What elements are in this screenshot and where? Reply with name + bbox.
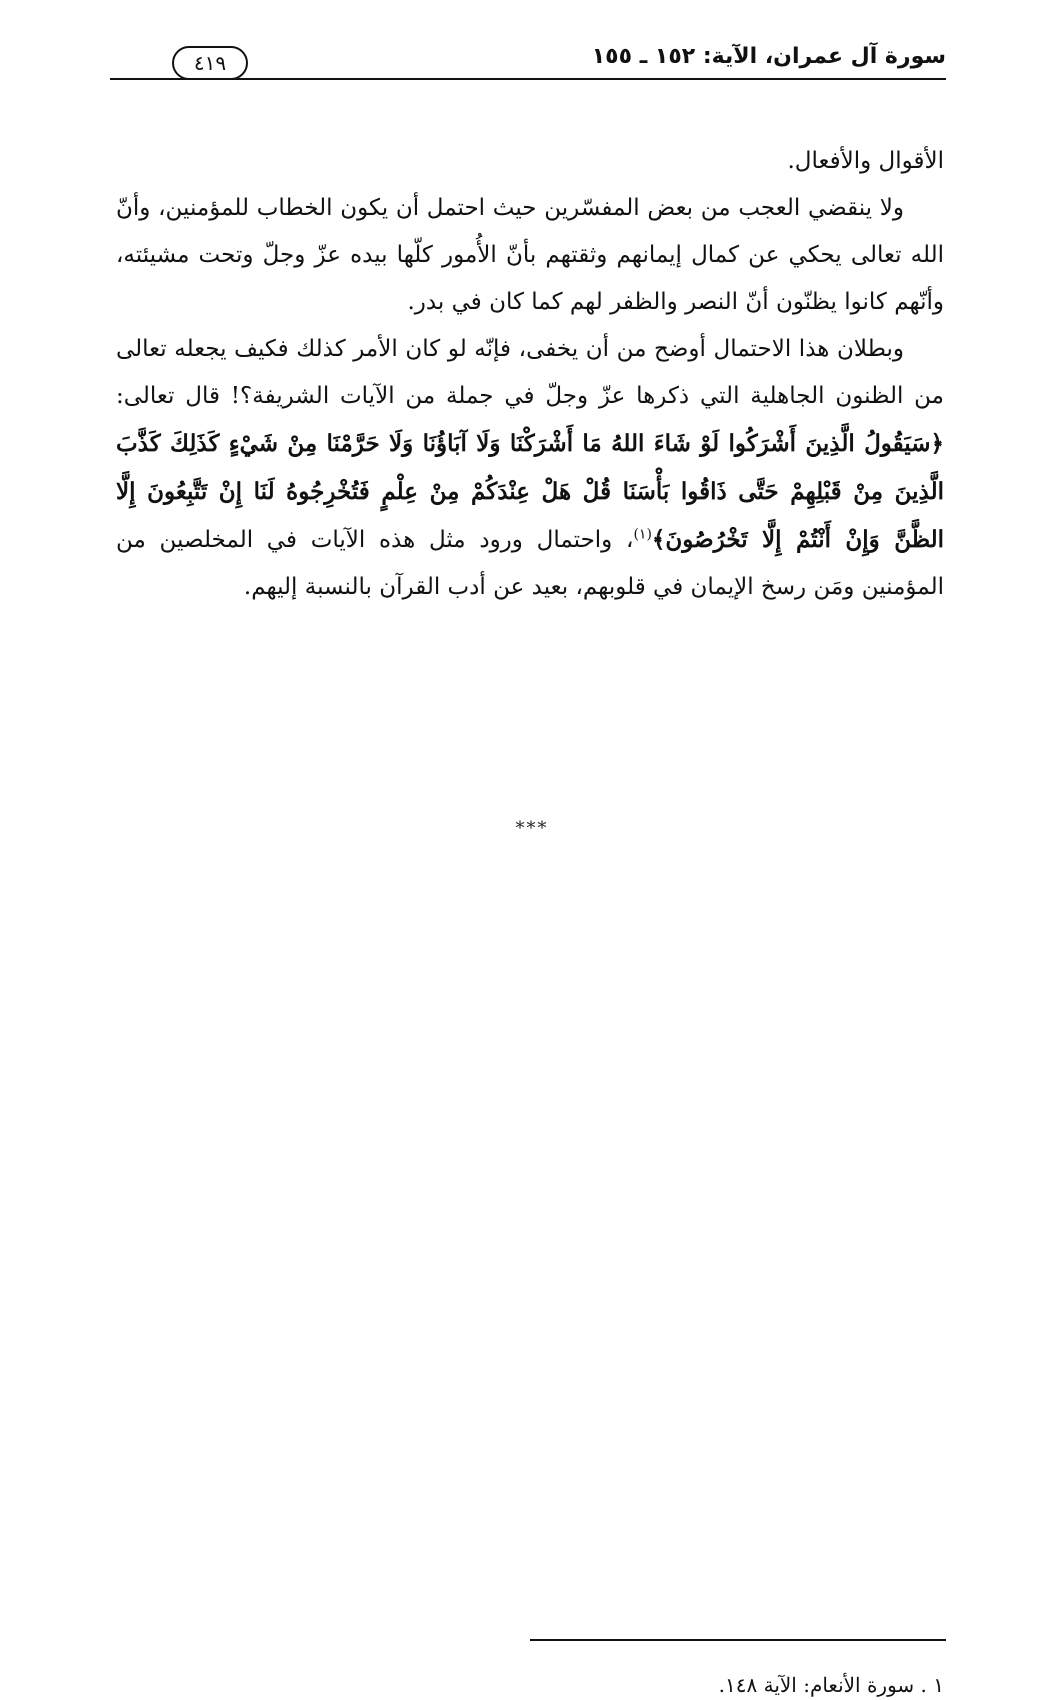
footnote-rule	[530, 1639, 946, 1641]
paragraph-3	[116, 326, 944, 611]
running-head: سورة آل عمران، الآية: ١٥٢ ـ ١٥٥	[591, 44, 946, 69]
section-separator: ***	[515, 818, 549, 839]
header-rule	[110, 78, 946, 80]
footnote: ١ . سورة الأنعام: الآية ١٤٨.	[718, 1673, 944, 1697]
paragraph-3-conclusion: ، واحتمال ورود مثل هذه الآيات في المخلصين من المؤمنين ومَن رسخ الإيمان في قلوبهم، بعيد عن أدب القرآن بالنسبة إليهم.	[116, 527, 944, 600]
footnote-reference[interactable]: (١)	[633, 526, 652, 543]
paragraph-2: ولا ينقضي العجب من بعض المفسّرين حيث احتمل أن يكون الخطاب للمؤمنين، وأنّ الله تعالى يحكي عن كمال إيمانهم وثقتهم بأنّ الأُمور كلّها بيده عزّ وجلّ وتحت مشيئته، وأنّهم كانوا يظنّون أنّ النصر والظفر لهم كما كان في بدر.	[116, 195, 944, 315]
main-text	[116, 138, 944, 611]
paragraph-1: الأقوال والأفعال.	[787, 148, 944, 174]
page-header	[110, 36, 946, 86]
quran-verse: ﴿سَيَقُولُ الَّذِينَ أَشْرَكُوا لَوْ شَاءَ اللهُ مَا أَشْرَكْنَا وَلَا آبَاؤُنَا وَلَا حَرَّمْنَا مِنْ شَيْءٍ كَذَلِكَ كَذَّبَ الَّذِينَ مِنْ قَبْلِهِمْ حَتَّى ذَاقُوا بَأْسَنَا قُلْ هَلْ عِنْدَكُمْ مِنْ عِلْمٍ فَتُخْرِجُوهُ لَنَا إِنْ تَتَّبِعُونَ إِلَّا الظَّنَّ وَإِنْ أَنْتُمْ إِلَّا تَخْرُصُونَ﴾	[116, 430, 944, 553]
page-number: ٤١٩	[172, 46, 248, 80]
paragraph-3-intro: وبطلان هذا الاحتمال أوضح من أن يخفى، فإنّه لو كان الأمر كذلك فكيف يجعله تعالى من الظنون الجاهلية التي ذكرها عزّ وجلّ في جملة من الآيات الشريفة؟! قال تعالى:	[116, 336, 944, 409]
